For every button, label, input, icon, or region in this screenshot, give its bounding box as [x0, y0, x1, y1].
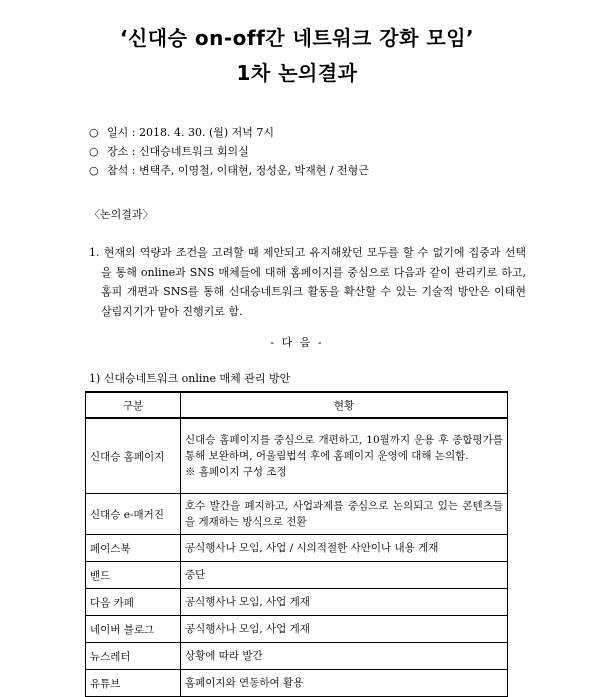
- subsection-heading: 1) 신대승네트워크 online 매체 관리 방안: [89, 372, 291, 385]
- header-kind: 구분: [86, 392, 181, 418]
- table-row: [86, 643, 508, 670]
- circle-bullet-icon: ○: [89, 145, 99, 158]
- table-row: [86, 670, 508, 697]
- cell-kind: 밴드: [86, 562, 181, 589]
- meeting-info: [89, 123, 369, 180]
- table-row: [86, 616, 508, 643]
- circle-bullet-icon: ○: [89, 126, 99, 139]
- cell-kind: 신대승 e-매거진: [86, 494, 181, 535]
- cell-status: 공식행사나 모임, 사업 게재: [181, 589, 508, 616]
- cell-status: 중단: [181, 562, 508, 589]
- table-row: [86, 562, 508, 589]
- cell-status: 공식행사나 모임, 사업 / 시의적절한 사안이나 내용 게재: [181, 535, 508, 562]
- info-value: 신대승네트워크 회의실: [138, 145, 249, 158]
- cell-status: 호수 발간을 폐지하고, 사업과제를 중심으로 논의되고 있는 콘텐츠들을 게재하는 방식으로 전환: [181, 494, 508, 535]
- discussion-paragraph: 1. 현재의 역량과 조건을 고려할 때 제안되고 유지해왔던 모두를 할 수 없기에 집중과 선택을 통해 online과 SNS 매체들에 대해 홈페이지를 중심으로 다음과 같이 관리키로 하고, 홈피 개편과 SNS를 통해 신대승네트워크 활동을 확산할 수 있는 기술적 방안은 이태현 살림지기가 맡아 진행키로 함.: [89, 246, 526, 318]
- cell-status: 공식행사나 모임, 사업 게재: [181, 616, 508, 643]
- circle-bullet-icon: ○: [89, 164, 99, 177]
- info-label: 일시: [107, 126, 129, 139]
- cell-status: [181, 418, 508, 494]
- document-subtitle: 1차 논의결과: [236, 61, 358, 85]
- cell-status: 홈페이지와 연동하여 활용: [181, 670, 508, 697]
- cell-kind: 네이버 블로그: [86, 616, 181, 643]
- table-row: [86, 418, 508, 494]
- cell-status-text: 신대승 홈페이지를 중심으로 개편하고, 10월까지 운용 후 종합평가를 통해 보완하며, 어울림법석 후에 홈페이지 운영에 대해 논의함.: [185, 434, 503, 462]
- info-place: ○ 장소 : 신대승네트워크 회의실: [89, 142, 369, 161]
- separator-label: - 다 음 -: [270, 336, 324, 349]
- cell-kind: 다음 카페: [86, 589, 181, 616]
- section-heading: 〈논의결과〉: [89, 208, 154, 221]
- info-label: 참석: [107, 164, 129, 177]
- cell-kind: 유튜브: [86, 670, 181, 697]
- cell-status: 상황에 따라 발간: [181, 643, 508, 670]
- media-table: [85, 391, 508, 697]
- info-value: 2018. 4. 30. (월) 저녁 7시: [138, 126, 275, 139]
- cell-kind: 신대승 홈페이지: [86, 418, 181, 494]
- header-status: 현황: [181, 392, 508, 418]
- cell-kind: 뉴스레터: [86, 643, 181, 670]
- info-date: ○ 일시 : 2018. 4. 30. (월) 저녁 7시: [89, 123, 369, 142]
- info-value: 변택주, 이영철, 이태현, 정성운, 박재현 / 전형근: [138, 164, 369, 177]
- info-label: 장소: [107, 145, 129, 158]
- cell-note: ※ 홈페이지 구성 조정: [185, 466, 287, 478]
- document-title: ‘신대승 on-off간 네트워크 강화 모임’: [119, 26, 475, 50]
- info-attendees: ○ 참석 : 변택주, 이영철, 이태현, 정성운, 박재현 / 전형근: [89, 161, 369, 180]
- cell-kind: 페이스북: [86, 535, 181, 562]
- table-row: [86, 589, 508, 616]
- table-row: [86, 535, 508, 562]
- table-row: [86, 494, 508, 535]
- table-header-row: [86, 392, 508, 418]
